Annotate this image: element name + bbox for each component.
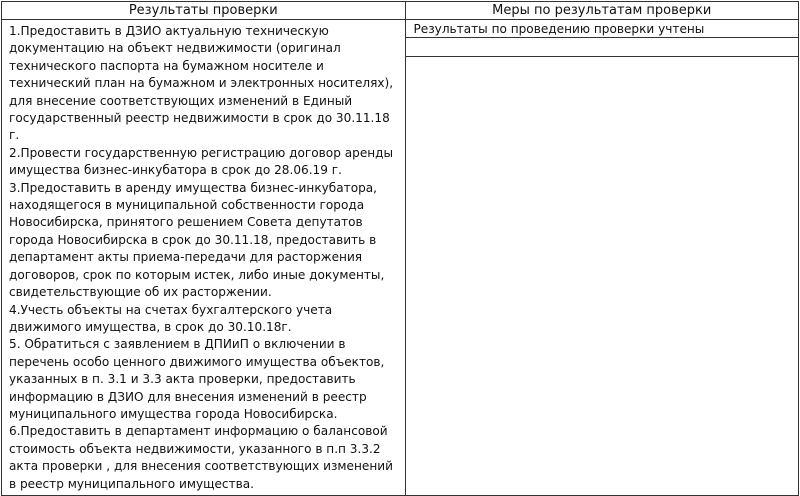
result-item-4: 4.Учесть объекты на счетах бухгалтерского учета движимого имущества, в срок до 30.10.18г. bbox=[9, 302, 333, 334]
result-item-6: 6.Предоставить в департамент информацию о балансовой стоимость объекта недвижимости, указанного в п.п 3.3.2 акта проверки , для внесения соответствующих изменений в реестр муниципального имущества. bbox=[9, 424, 393, 491]
measures-cell-2 bbox=[405, 38, 799, 57]
inspection-results-table bbox=[1, 1, 799, 496]
result-item-3: 3.Предоставить в аренду имущества бизнес-инкубатора, находящегося в муниципальной собственности города Новосибирска, принятого решением Совета депутатов города Новосибирска в срок до 30.11.18, предоставить в департамент акты приема-передачи для расторжения договоров, срок по которым истек, либо иные документы, свидетельствующие об их расторжении. bbox=[9, 180, 385, 300]
header-measures: Меры по результатам проверки bbox=[405, 2, 799, 20]
table-row bbox=[2, 20, 799, 38]
measures-cell-1: Результаты по проведению проверки учтены bbox=[405, 20, 799, 38]
measures-cell-3 bbox=[405, 57, 799, 496]
result-item-5: 5. Обратиться с заявлением в ДПИиП о включении в перечень особо ценного движимого имущества объектов, указанных в п. 3.1 и 3.3 акта проверки, предоставить информацию в ДЗИО для внесения изменений в реестр муниципального имущества города Новосибирска. bbox=[9, 337, 385, 421]
header-row bbox=[2, 2, 799, 20]
result-item-1: 1.Предоставить в ДЗИО актуальную техническую документацию на объект недвижимости (оригинал технического паспорта на бумажном носителе и технический план на бумажном и электронных носителях), для внесение соответствующих изменений в Единый государственный реестр недвижимости в срок до 30.11.18 г. bbox=[9, 24, 394, 143]
result-item-2: 2.Провести государственную регистрацию договор аренды имущества бизнес-инкубатора в срок до 28.06.19 г. bbox=[9, 145, 394, 178]
results-cell bbox=[2, 20, 406, 496]
header-results: Результаты проверки bbox=[2, 2, 406, 20]
